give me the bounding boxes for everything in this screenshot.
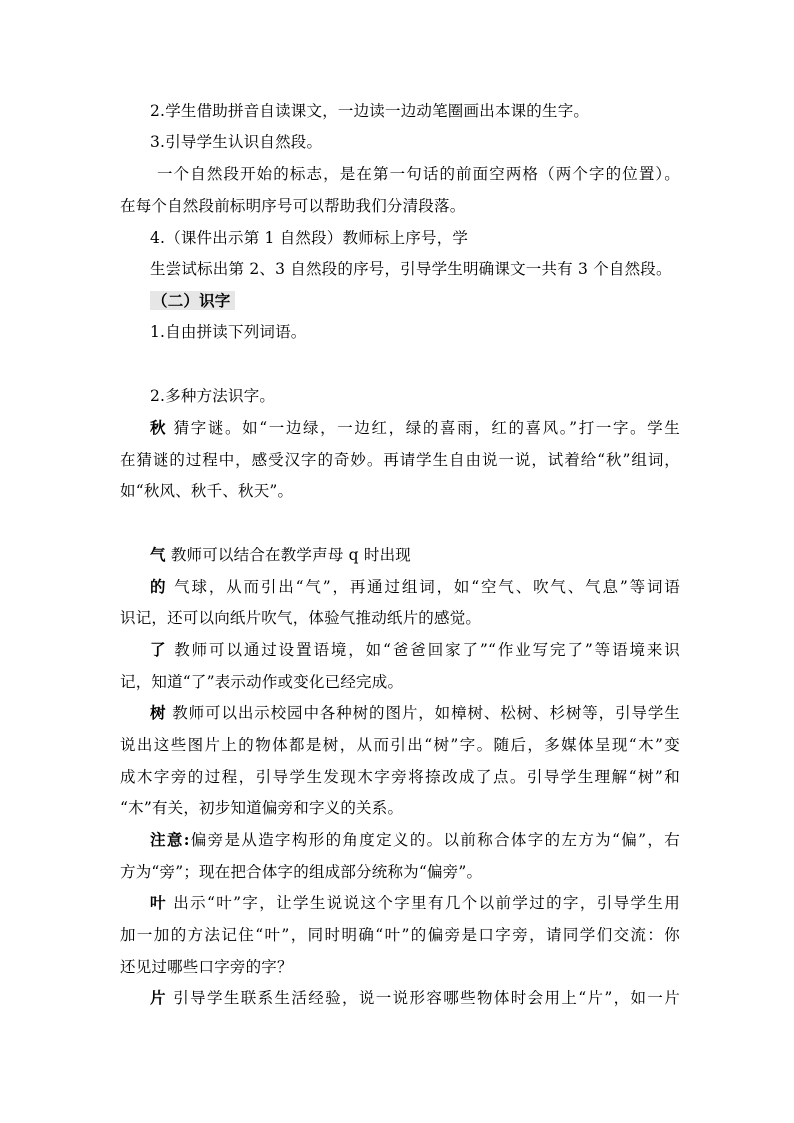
key-char: 了 [150,640,168,659]
text-line: 方为“旁”；现在把合体字的组成部分统称为“偏旁”。 [120,863,483,881]
key-char: 片 [150,988,167,1007]
text-span: 猜字谜。如“一边绿，一边红，绿的喜雨，红的喜风。”打一字。学生 [167,419,680,437]
text-span: 教师可以通过设置语境，如“爸爸回家了”“作业写完了”等语境来识 [167,641,680,659]
key-char: 叶 [150,893,167,912]
text-line [150,830,680,850]
text-span: 偏旁是从造字构形的角度定义的。以前称合体字的左方为“偏”，右 [189,831,680,849]
key-char: 秋 [150,418,168,437]
text-span: 气球，从而引出“气”，再通过组词，如“空气、吹气、气息”等词语 [167,578,681,596]
text-line: 2.学生借助拼音自读课文，一边读一边动笔圈画出本课的生字。 [150,102,590,120]
text-line [150,703,680,723]
text-span: 引导学生联系生活经验，说一说形容哪些物体时会用上“片”，如一片 [166,989,681,1007]
text-line: 在每个自然段前标明序号可以帮助我们分清段落。 [120,197,466,215]
text-line: 识记，还可以向纸片吹气，体验气推动纸片的感觉。 [120,609,482,627]
text-line: 1.自由拼读下列词语。 [150,323,307,341]
text-line: 还见过哪些口字旁的字？ [120,958,293,976]
text-line: 一个自然段开始的标志，是在第一句话的前面空两格（两个字的位置）。 [157,165,680,183]
text-line: 如“秋风、秋千、秋天”。 [120,482,294,500]
section-heading [150,291,710,311]
text-line: 说出这些图片上的物体都是树，从而引出“树”字。随后，多媒体呈现“木”变 [120,736,680,754]
text-line [150,640,680,660]
text-line [150,988,680,1008]
text-line: 在猜谜的过程中，感受汉字的奇妙。再请学生自由说一说，试着给“秋”组词， [120,451,680,469]
text-span: 出示“叶”字，让学生说说这个字里有几个以前学过的字，引导学生用 [166,894,681,912]
text-span: 教师可以出示校园中各种树的图片，如樟树、松树、杉树等，引导学生 [166,704,680,722]
key-char: 树 [150,703,167,722]
key-char: 的 [150,577,168,596]
key-char: 气 [150,545,166,564]
text-line [150,545,710,565]
text-line: 4.（课件出示第 1 自然段）教师标上序号，学 [150,229,469,247]
text-line: 3.引导学生认识自然段。 [150,133,323,151]
text-line: 成木字旁的过程，引导学生发现木字旁将捺改成了点。引导学生理解“树”和 [120,768,680,786]
text-line: 加一加的方法记住“叶”，同时明确“叶”的偏旁是口字旁，请同学们交流：你 [120,926,680,944]
text-span: 教师可以结合在教学声母 q 时出现 [165,546,412,564]
text-line: “木”有关，初步知道偏旁和字义的关系。 [120,799,404,817]
text-line [150,893,680,913]
text-line: 生尝试标出第 2、3 自然段的序号，引导学生明确课文一共有 3 个自然段。 [150,260,672,278]
text-line: 2.多种方法识字。 [150,387,276,405]
text-line: 记，知道“了”表示动作或变化已经完成。 [120,673,404,691]
text-line [150,577,680,597]
note-label: 注意: [150,830,190,849]
section-heading-label: （二）识字 [150,291,235,310]
text-line [150,418,680,438]
